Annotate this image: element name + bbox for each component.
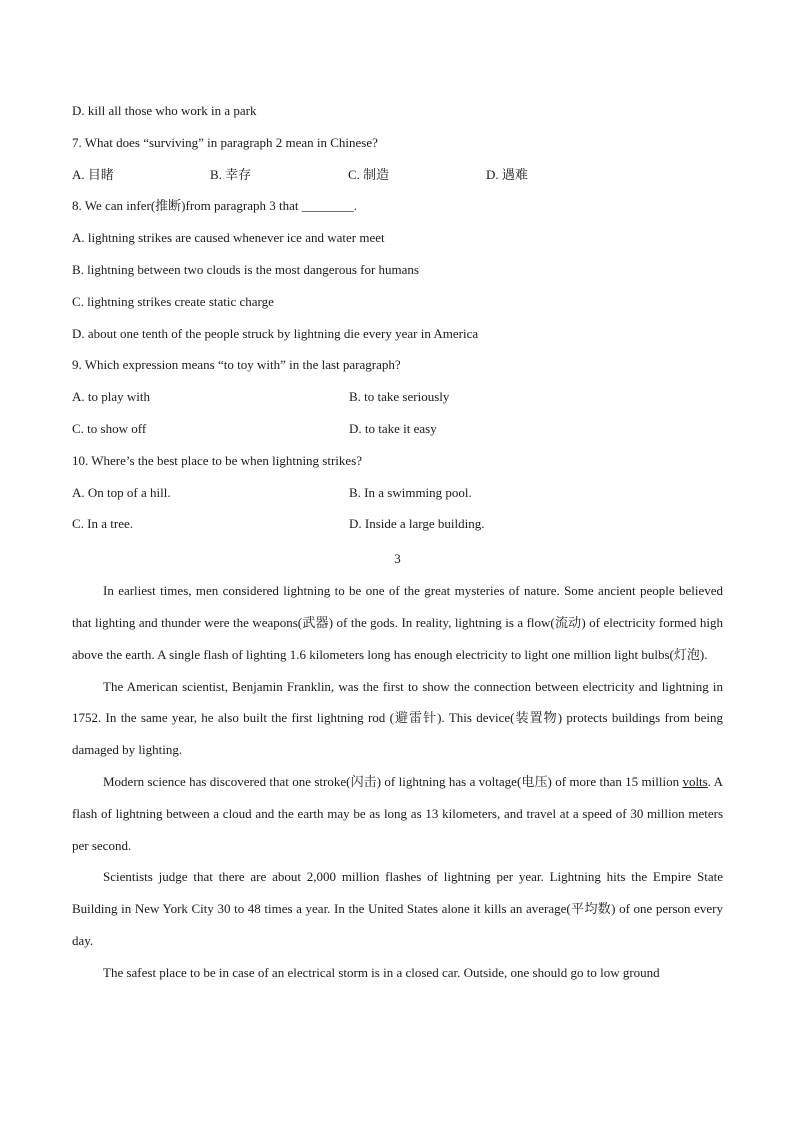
passage-paragraph-5: The safest place to be in case of an electrical storm is in a closed car. Outside, one should go to low ground xyxy=(103,964,660,980)
q7-stem: 7. What does “surviving” in paragraph 2 mean in Chinese? xyxy=(72,134,378,150)
q9-stem: 9. Which expression means “to toy with” in the last paragraph? xyxy=(72,357,401,373)
q9-options-row-1 xyxy=(72,386,723,418)
q10-stem: 10. Where’s the best place to be when lightning strikes? xyxy=(72,452,363,468)
q9-option-c: C. to show off xyxy=(72,420,147,436)
paragraph-3-text-before: Modern science has discovered that one stroke(闪击) of lightning has a voltage(电压) of more than 15 million xyxy=(103,773,683,789)
passage-paragraph-2: The American scientist, Benjamin Franklin, was the first to show the connection between electricity and lightning in 1752. In the same year, he also built the first lightning rod (避雷针). This device(装置物) protects buildings from being damaged by lighting. xyxy=(72,678,723,758)
passage-body xyxy=(72,575,723,988)
q10-option-a: A. On top of a hill. xyxy=(72,484,171,500)
exam-page xyxy=(72,100,723,989)
q7-option-d: D. 遇难 xyxy=(486,166,528,182)
q8-option-a: A. lightning strikes are caused whenever ice and water meet xyxy=(72,230,385,246)
passage-paragraph-1: In earliest times, men considered lightning to be one of the great mysteries of nature. Some ancient people believed that lighting and thunder were the weapons(武器) of the gods. In reality, lightning is a flow(流动) of electricity formed high above the earth. A single flash of lighting 1.6 kilometers long has enough electricity to light one million light bulbs(灯泡). xyxy=(72,583,723,662)
q10-options-row-1 xyxy=(72,482,723,514)
q7-options xyxy=(72,164,723,196)
q7-option-b: B. 幸存 xyxy=(210,166,252,182)
q9-option-b: B. to take seriously xyxy=(349,389,450,405)
q8-option-d: D. about one tenth of the people struck by lightning die every year in America xyxy=(72,325,479,341)
passage-paragraph-4: Scientists judge that there are about 2,000 million flashes of lightning per year. Lightning hits the Empire State Building in New York City 30 to 48 times a year. In the United States alone it kills an average(平均数) of one person every day. xyxy=(72,869,723,948)
q10-option-b: B. In a swimming pool. xyxy=(349,484,472,500)
q8-stem: 8. We can infer(推断)from paragraph 3 that ________. xyxy=(72,198,357,214)
q10-option-d: D. Inside a large building. xyxy=(349,516,485,532)
q8-option-b: B. lightning between two clouds is the most dangerous for humans xyxy=(72,261,419,277)
q7-option-a: A. 目睹 xyxy=(72,166,114,182)
q10-option-c: C. In a tree. xyxy=(72,516,134,532)
underlined-word-volts: volts xyxy=(682,773,708,789)
passage-number: 3 xyxy=(394,551,401,567)
passage-paragraph-3 xyxy=(72,766,723,861)
q6-option-d: D. kill all those who work in a park xyxy=(72,103,257,118)
q8-option-c: C. lightning strikes create static charge xyxy=(72,293,274,309)
q10-options-row-2 xyxy=(72,513,723,545)
paragraph-3-text-after: . A flash of lightning between a cloud and the earth may be as long as 13 kilometers, and travel at a speed of 30 million meters per second. xyxy=(72,773,723,853)
q9-option-d: D. to take it easy xyxy=(349,420,437,436)
q9-option-a: A. to play with xyxy=(72,389,150,405)
q9-options-row-2 xyxy=(72,418,723,450)
q7-option-c: C. 制造 xyxy=(348,166,390,182)
